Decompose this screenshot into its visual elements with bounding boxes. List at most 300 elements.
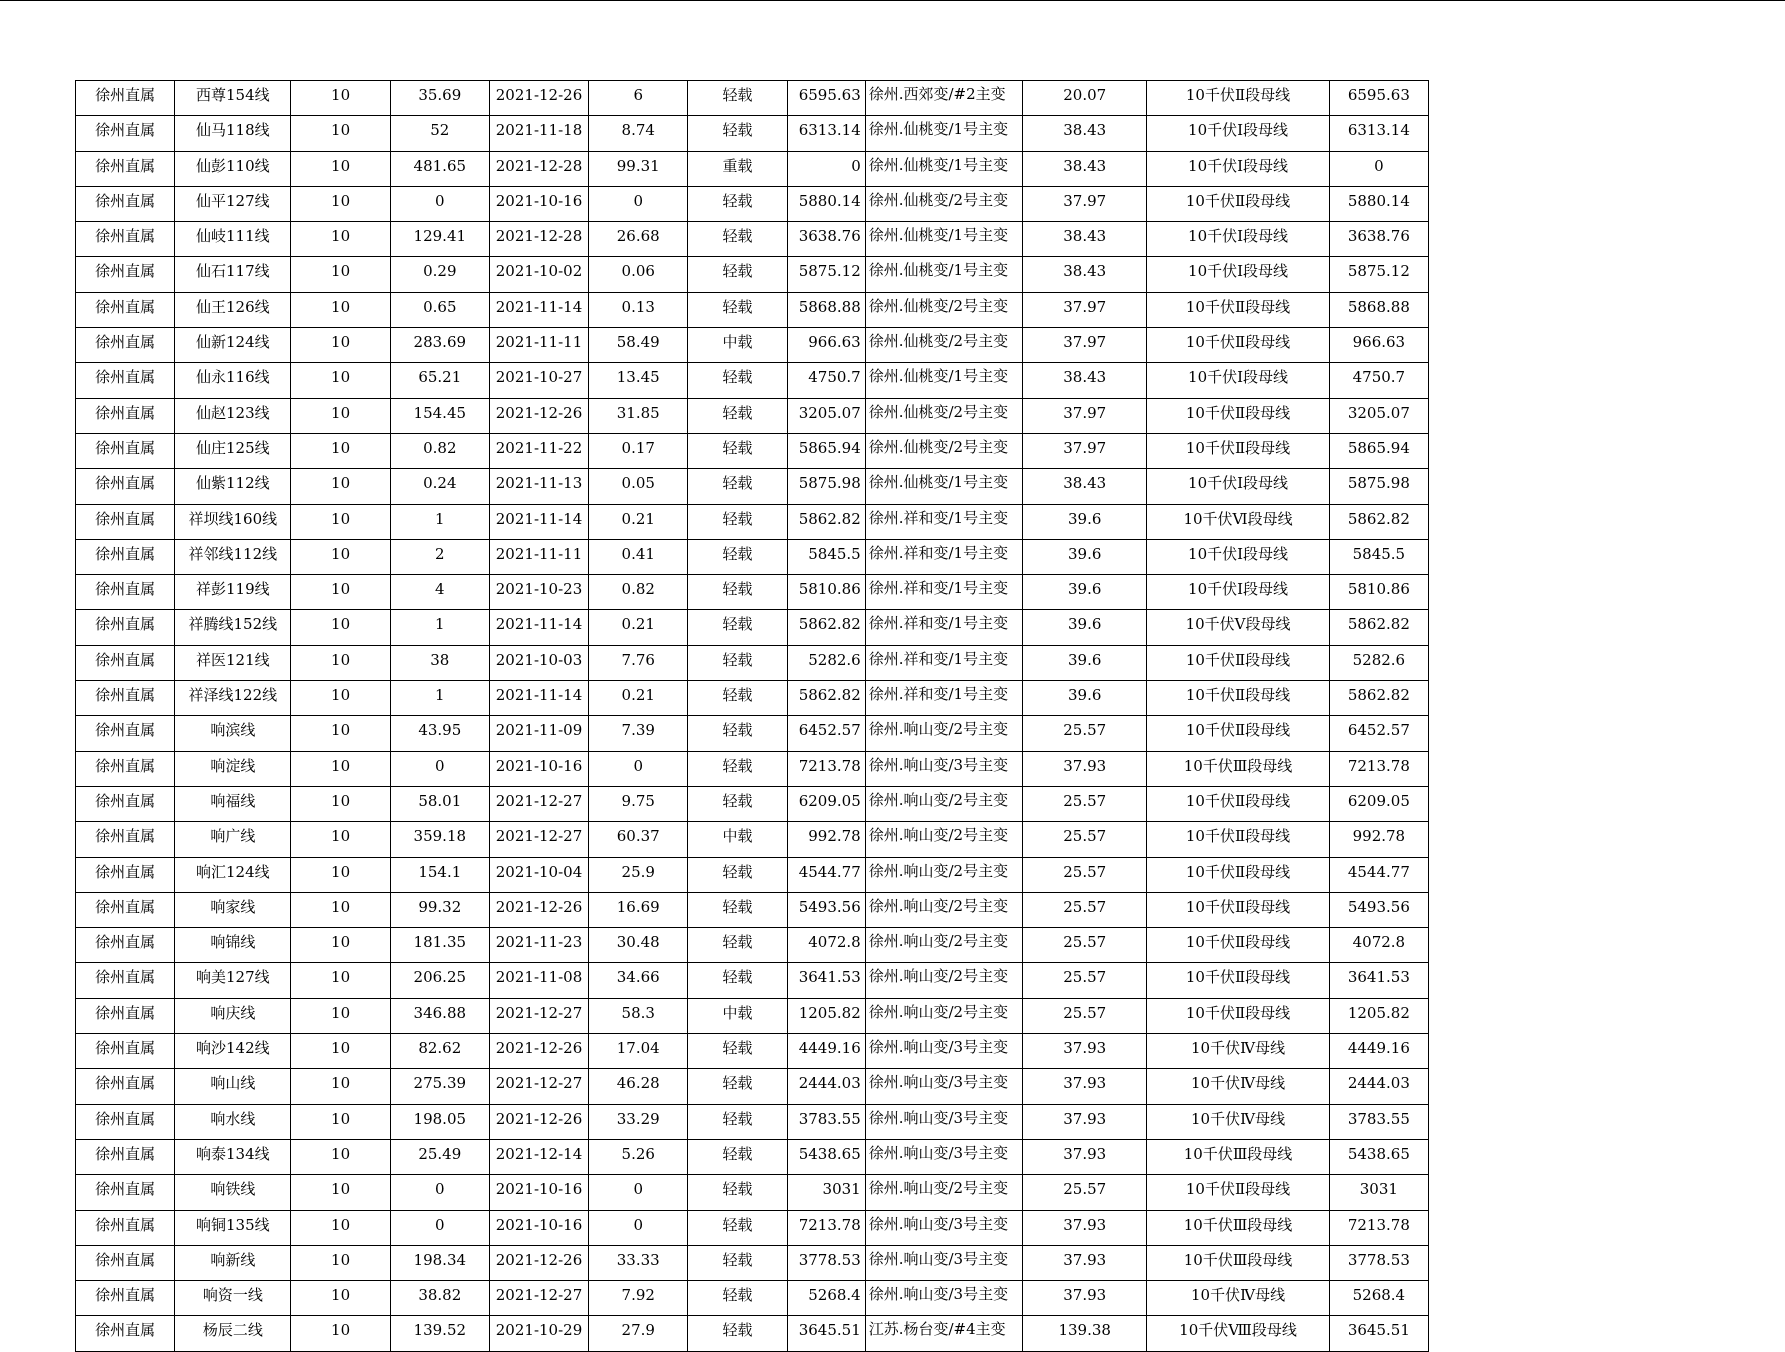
load-status-cell: 轻载 (688, 751, 787, 786)
load-rate-cell: 6 (589, 81, 688, 116)
margin-cell: 6452.57 (787, 716, 865, 751)
capacity-cell: 37.97 (1023, 398, 1147, 433)
voltage-cell: 10 (291, 751, 390, 786)
unit-cell: 徐州直属 (76, 1316, 175, 1351)
unit-cell: 徐州直属 (76, 645, 175, 680)
available-cell: 5845.5 (1329, 539, 1428, 574)
capacity-cell: 37.93 (1023, 1104, 1147, 1139)
substation-cell: 徐州.响山变/2号主变 (865, 928, 1022, 963)
load-status-cell: 轻载 (688, 539, 787, 574)
table-row (76, 151, 1429, 186)
substation-cell: 徐州.响山变/3号主变 (865, 1034, 1022, 1069)
line-name-cell: 响铜135线 (175, 1210, 291, 1245)
available-cell: 5282.6 (1329, 645, 1428, 680)
busbar-cell: 10千伏Ⅰ段母线 (1147, 469, 1329, 504)
load-status-cell: 轻载 (688, 645, 787, 680)
capacity-cell: 37.93 (1023, 1069, 1147, 1104)
load-rate-cell: 0.21 (589, 610, 688, 645)
load-status-cell: 轻载 (688, 433, 787, 468)
table-row (76, 81, 1429, 116)
available-cell: 5875.98 (1329, 469, 1428, 504)
line-name-cell: 祥彭119线 (175, 575, 291, 610)
available-cell: 3783.55 (1329, 1104, 1428, 1139)
table-row (76, 1175, 1429, 1210)
voltage-cell: 10 (291, 786, 390, 821)
current-cell: 206.25 (390, 963, 489, 998)
margin-cell: 992.78 (787, 822, 865, 857)
available-cell: 6595.63 (1329, 81, 1428, 116)
margin-cell: 3031 (787, 1175, 865, 1210)
table-row (76, 786, 1429, 821)
margin-cell: 5862.82 (787, 504, 865, 539)
capacity-cell: 38.43 (1023, 222, 1147, 257)
busbar-cell: 10千伏Ⅳ母线 (1147, 1069, 1329, 1104)
current-cell: 0 (390, 186, 489, 221)
voltage-cell: 10 (291, 1281, 390, 1316)
table-row (76, 433, 1429, 468)
voltage-cell: 10 (291, 928, 390, 963)
load-rate-cell: 9.75 (589, 786, 688, 821)
table-row (76, 328, 1429, 363)
load-status-cell: 轻载 (688, 222, 787, 257)
unit-cell: 徐州直属 (76, 186, 175, 221)
available-cell: 1205.82 (1329, 998, 1428, 1033)
substation-cell: 徐州.响山变/2号主变 (865, 998, 1022, 1033)
unit-cell: 徐州直属 (76, 292, 175, 327)
available-cell: 6209.05 (1329, 786, 1428, 821)
table-row (76, 1316, 1429, 1351)
line-name-cell: 祥泽线122线 (175, 681, 291, 716)
table-row (76, 681, 1429, 716)
line-name-cell: 响新线 (175, 1245, 291, 1280)
substation-cell: 徐州.响山变/3号主变 (865, 751, 1022, 786)
table-body (76, 81, 1429, 1352)
load-rate-cell: 8.74 (589, 116, 688, 151)
date-cell: 2021-12-14 (489, 1139, 588, 1174)
unit-cell: 徐州直属 (76, 1104, 175, 1139)
available-cell: 3641.53 (1329, 963, 1428, 998)
table-row (76, 1210, 1429, 1245)
substation-cell: 徐州.响山变/2号主变 (865, 1175, 1022, 1210)
voltage-cell: 10 (291, 1175, 390, 1210)
table-row (76, 504, 1429, 539)
line-name-cell: 仙庄125线 (175, 433, 291, 468)
capacity-cell: 37.93 (1023, 751, 1147, 786)
load-status-cell: 轻载 (688, 1281, 787, 1316)
unit-cell: 徐州直属 (76, 751, 175, 786)
load-rate-cell: 0.05 (589, 469, 688, 504)
margin-cell: 966.63 (787, 328, 865, 363)
margin-cell: 5268.4 (787, 1281, 865, 1316)
busbar-cell: 10千伏Ⅷ段母线 (1147, 1316, 1329, 1351)
busbar-cell: 10千伏Ⅱ段母线 (1147, 398, 1329, 433)
capacity-cell: 38.43 (1023, 151, 1147, 186)
line-name-cell: 响资一线 (175, 1281, 291, 1316)
load-status-cell: 轻载 (688, 292, 787, 327)
current-cell: 0.29 (390, 257, 489, 292)
voltage-cell: 10 (291, 81, 390, 116)
available-cell: 3205.07 (1329, 398, 1428, 433)
line-name-cell: 杨辰二线 (175, 1316, 291, 1351)
table-row (76, 645, 1429, 680)
date-cell: 2021-12-27 (489, 822, 588, 857)
current-cell: 275.39 (390, 1069, 489, 1104)
busbar-cell: 10千伏Ⅲ段母线 (1147, 1139, 1329, 1174)
table-row (76, 928, 1429, 963)
line-name-cell: 响美127线 (175, 963, 291, 998)
date-cell: 2021-10-29 (489, 1316, 588, 1351)
margin-cell: 5875.98 (787, 469, 865, 504)
margin-cell: 5875.12 (787, 257, 865, 292)
busbar-cell: 10千伏Ⅱ段母线 (1147, 681, 1329, 716)
table-row (76, 892, 1429, 927)
voltage-cell: 10 (291, 292, 390, 327)
date-cell: 2021-12-26 (489, 1104, 588, 1139)
voltage-cell: 10 (291, 681, 390, 716)
capacity-cell: 37.93 (1023, 1034, 1147, 1069)
available-cell: 3638.76 (1329, 222, 1428, 257)
unit-cell: 徐州直属 (76, 575, 175, 610)
available-cell: 4544.77 (1329, 857, 1428, 892)
busbar-cell: 10千伏Ⅰ段母线 (1147, 222, 1329, 257)
busbar-cell: 10千伏Ⅱ段母线 (1147, 292, 1329, 327)
line-name-cell: 响锦线 (175, 928, 291, 963)
line-name-cell: 仙马118线 (175, 116, 291, 151)
load-status-cell: 重载 (688, 151, 787, 186)
available-cell: 992.78 (1329, 822, 1428, 857)
load-rate-cell: 58.3 (589, 998, 688, 1033)
voltage-cell: 10 (291, 222, 390, 257)
busbar-cell: 10千伏Ⅲ段母线 (1147, 751, 1329, 786)
load-rate-cell: 46.28 (589, 1069, 688, 1104)
substation-cell: 徐州.仙桃变/1号主变 (865, 469, 1022, 504)
line-name-cell: 祥腾线152线 (175, 610, 291, 645)
available-cell: 7213.78 (1329, 751, 1428, 786)
table-row (76, 398, 1429, 433)
unit-cell: 徐州直属 (76, 116, 175, 151)
substation-cell: 徐州.祥和变/1号主变 (865, 575, 1022, 610)
capacity-cell: 25.57 (1023, 716, 1147, 751)
margin-cell: 7213.78 (787, 751, 865, 786)
busbar-cell: 10千伏Ⅱ段母线 (1147, 328, 1329, 363)
unit-cell: 徐州直属 (76, 504, 175, 539)
table-row (76, 1139, 1429, 1174)
load-rate-cell: 99.31 (589, 151, 688, 186)
line-name-cell: 响山线 (175, 1069, 291, 1104)
margin-cell: 5880.14 (787, 186, 865, 221)
voltage-cell: 10 (291, 186, 390, 221)
voltage-cell: 10 (291, 998, 390, 1033)
unit-cell: 徐州直属 (76, 857, 175, 892)
current-cell: 198.05 (390, 1104, 489, 1139)
margin-cell: 6209.05 (787, 786, 865, 821)
voltage-cell: 10 (291, 1210, 390, 1245)
current-cell: 52 (390, 116, 489, 151)
capacity-cell: 25.57 (1023, 892, 1147, 927)
unit-cell: 徐州直属 (76, 1210, 175, 1245)
busbar-cell: 10千伏Ⅱ段母线 (1147, 645, 1329, 680)
voltage-cell: 10 (291, 1316, 390, 1351)
voltage-cell: 10 (291, 398, 390, 433)
busbar-cell: 10千伏Ⅳ母线 (1147, 1104, 1329, 1139)
available-cell: 5868.88 (1329, 292, 1428, 327)
load-status-cell: 轻载 (688, 1069, 787, 1104)
date-cell: 2021-11-11 (489, 328, 588, 363)
load-status-cell: 轻载 (688, 892, 787, 927)
load-rate-cell: 31.85 (589, 398, 688, 433)
load-rate-cell: 7.39 (589, 716, 688, 751)
available-cell: 5862.82 (1329, 610, 1428, 645)
date-cell: 2021-10-04 (489, 857, 588, 892)
voltage-cell: 10 (291, 151, 390, 186)
busbar-cell: 10千伏Ⅴ段母线 (1147, 610, 1329, 645)
unit-cell: 徐州直属 (76, 963, 175, 998)
current-cell: 38.82 (390, 1281, 489, 1316)
capacity-cell: 25.57 (1023, 1175, 1147, 1210)
substation-cell: 徐州.响山变/2号主变 (865, 716, 1022, 751)
capacity-cell: 38.43 (1023, 469, 1147, 504)
margin-cell: 4750.7 (787, 363, 865, 398)
substation-cell: 徐州.响山变/3号主变 (865, 1069, 1022, 1104)
line-name-cell: 响水线 (175, 1104, 291, 1139)
unit-cell: 徐州直属 (76, 257, 175, 292)
unit-cell: 徐州直属 (76, 81, 175, 116)
available-cell: 0 (1329, 151, 1428, 186)
substation-cell: 徐州.祥和变/1号主变 (865, 681, 1022, 716)
voltage-cell: 10 (291, 645, 390, 680)
date-cell: 2021-10-03 (489, 645, 588, 680)
date-cell: 2021-12-28 (489, 222, 588, 257)
line-name-cell: 响广线 (175, 822, 291, 857)
current-cell: 1 (390, 504, 489, 539)
unit-cell: 徐州直属 (76, 1245, 175, 1280)
current-cell: 198.34 (390, 1245, 489, 1280)
load-status-cell: 轻载 (688, 504, 787, 539)
busbar-cell: 10千伏Ⅰ段母线 (1147, 257, 1329, 292)
date-cell: 2021-10-16 (489, 186, 588, 221)
load-status-cell: 轻载 (688, 1245, 787, 1280)
voltage-cell: 10 (291, 504, 390, 539)
capacity-cell: 37.93 (1023, 1245, 1147, 1280)
capacity-cell: 25.57 (1023, 857, 1147, 892)
busbar-cell: 10千伏Ⅳ母线 (1147, 1281, 1329, 1316)
margin-cell: 4544.77 (787, 857, 865, 892)
voltage-cell: 10 (291, 1245, 390, 1280)
substation-cell: 徐州.祥和变/1号主变 (865, 539, 1022, 574)
load-status-cell: 轻载 (688, 1104, 787, 1139)
date-cell: 2021-10-02 (489, 257, 588, 292)
available-cell: 4072.8 (1329, 928, 1428, 963)
line-name-cell: 仙石117线 (175, 257, 291, 292)
table-row (76, 963, 1429, 998)
current-cell: 43.95 (390, 716, 489, 751)
current-cell: 154.1 (390, 857, 489, 892)
date-cell: 2021-11-14 (489, 292, 588, 327)
busbar-cell: 10千伏Ⅲ段母线 (1147, 1210, 1329, 1245)
date-cell: 2021-11-14 (489, 504, 588, 539)
current-cell: 129.41 (390, 222, 489, 257)
unit-cell: 徐州直属 (76, 928, 175, 963)
load-rate-cell: 0 (589, 1175, 688, 1210)
margin-cell: 4072.8 (787, 928, 865, 963)
voltage-cell: 10 (291, 575, 390, 610)
table-row (76, 822, 1429, 857)
margin-cell: 3641.53 (787, 963, 865, 998)
line-name-cell: 仙彭110线 (175, 151, 291, 186)
unit-cell: 徐州直属 (76, 822, 175, 857)
margin-cell: 5845.5 (787, 539, 865, 574)
load-rate-cell: 13.45 (589, 363, 688, 398)
unit-cell: 徐州直属 (76, 328, 175, 363)
busbar-cell: 10千伏Ⅱ段母线 (1147, 716, 1329, 751)
busbar-cell: 10千伏Ⅱ段母线 (1147, 81, 1329, 116)
voltage-cell: 10 (291, 1069, 390, 1104)
current-cell: 25.49 (390, 1139, 489, 1174)
unit-cell: 徐州直属 (76, 222, 175, 257)
date-cell: 2021-12-27 (489, 998, 588, 1033)
busbar-cell: 10千伏Ⅱ段母线 (1147, 786, 1329, 821)
date-cell: 2021-10-16 (489, 1210, 588, 1245)
margin-cell: 5810.86 (787, 575, 865, 610)
load-rate-cell: 0.06 (589, 257, 688, 292)
load-status-cell: 轻载 (688, 398, 787, 433)
substation-cell: 徐州.仙桃变/1号主变 (865, 151, 1022, 186)
capacity-cell: 39.6 (1023, 681, 1147, 716)
current-cell: 1 (390, 610, 489, 645)
load-status-cell: 轻载 (688, 1210, 787, 1245)
capacity-cell: 25.57 (1023, 998, 1147, 1033)
substation-cell: 徐州.仙桃变/1号主变 (865, 257, 1022, 292)
available-cell: 2444.03 (1329, 1069, 1428, 1104)
feeder-load-table (75, 80, 1429, 1352)
capacity-cell: 37.93 (1023, 1210, 1147, 1245)
capacity-cell: 37.97 (1023, 433, 1147, 468)
busbar-cell: 10千伏Ⅱ段母线 (1147, 892, 1329, 927)
load-rate-cell: 0 (589, 186, 688, 221)
line-name-cell: 仙新124线 (175, 328, 291, 363)
voltage-cell: 10 (291, 328, 390, 363)
capacity-cell: 38.43 (1023, 363, 1147, 398)
table-row (76, 575, 1429, 610)
current-cell: 283.69 (390, 328, 489, 363)
load-status-cell: 轻载 (688, 575, 787, 610)
load-rate-cell: 25.9 (589, 857, 688, 892)
date-cell: 2021-11-23 (489, 928, 588, 963)
date-cell: 2021-12-27 (489, 1281, 588, 1316)
load-rate-cell: 0.13 (589, 292, 688, 327)
substation-cell: 徐州.响山变/2号主变 (865, 786, 1022, 821)
table-row (76, 1245, 1429, 1280)
available-cell: 4750.7 (1329, 363, 1428, 398)
substation-cell: 徐州.响山变/2号主变 (865, 822, 1022, 857)
available-cell: 6452.57 (1329, 716, 1428, 751)
busbar-cell: 10千伏Ⅱ段母线 (1147, 822, 1329, 857)
line-name-cell: 响福线 (175, 786, 291, 821)
capacity-cell: 139.38 (1023, 1316, 1147, 1351)
date-cell: 2021-10-23 (489, 575, 588, 610)
line-name-cell: 仙赵123线 (175, 398, 291, 433)
busbar-cell: 10千伏Ⅳ母线 (1147, 1034, 1329, 1069)
unit-cell: 徐州直属 (76, 610, 175, 645)
unit-cell: 徐州直属 (76, 151, 175, 186)
capacity-cell: 38.43 (1023, 116, 1147, 151)
voltage-cell: 10 (291, 257, 390, 292)
table-row (76, 1034, 1429, 1069)
busbar-cell: 10千伏Ⅱ段母线 (1147, 1175, 1329, 1210)
available-cell: 6313.14 (1329, 116, 1428, 151)
substation-cell: 徐州.仙桃变/2号主变 (865, 292, 1022, 327)
busbar-cell: 10千伏Ⅲ段母线 (1147, 1245, 1329, 1280)
capacity-cell: 39.6 (1023, 610, 1147, 645)
load-rate-cell: 16.69 (589, 892, 688, 927)
margin-cell: 2444.03 (787, 1069, 865, 1104)
unit-cell: 徐州直属 (76, 998, 175, 1033)
load-status-cell: 中载 (688, 328, 787, 363)
capacity-cell: 39.6 (1023, 575, 1147, 610)
line-name-cell: 响铁线 (175, 1175, 291, 1210)
available-cell: 7213.78 (1329, 1210, 1428, 1245)
table-row (76, 292, 1429, 327)
current-cell: 99.32 (390, 892, 489, 927)
line-name-cell: 仙紫112线 (175, 469, 291, 504)
line-name-cell: 响滨线 (175, 716, 291, 751)
margin-cell: 3778.53 (787, 1245, 865, 1280)
voltage-cell: 10 (291, 1034, 390, 1069)
substation-cell: 徐州.响山变/3号主变 (865, 1245, 1022, 1280)
available-cell: 5493.56 (1329, 892, 1428, 927)
date-cell: 2021-11-14 (489, 610, 588, 645)
capacity-cell: 39.6 (1023, 645, 1147, 680)
capacity-cell: 39.6 (1023, 504, 1147, 539)
line-name-cell: 仙永116线 (175, 363, 291, 398)
load-status-cell: 中载 (688, 998, 787, 1033)
date-cell: 2021-10-16 (489, 1175, 588, 1210)
load-rate-cell: 5.26 (589, 1139, 688, 1174)
margin-cell: 3638.76 (787, 222, 865, 257)
unit-cell: 徐州直属 (76, 433, 175, 468)
margin-cell: 5868.88 (787, 292, 865, 327)
substation-cell: 徐州.祥和变/1号主变 (865, 610, 1022, 645)
load-rate-cell: 60.37 (589, 822, 688, 857)
line-name-cell: 祥坝线160线 (175, 504, 291, 539)
voltage-cell: 10 (291, 716, 390, 751)
current-cell: 0.24 (390, 469, 489, 504)
date-cell: 2021-11-13 (489, 469, 588, 504)
capacity-cell: 37.97 (1023, 186, 1147, 221)
table-row (76, 222, 1429, 257)
substation-cell: 徐州.仙桃变/1号主变 (865, 363, 1022, 398)
substation-cell: 徐州.仙桃变/2号主变 (865, 433, 1022, 468)
current-cell: 481.65 (390, 151, 489, 186)
busbar-cell: 10千伏Ⅰ段母线 (1147, 151, 1329, 186)
load-status-cell: 轻载 (688, 1316, 787, 1351)
line-name-cell: 仙岐111线 (175, 222, 291, 257)
current-cell: 65.21 (390, 363, 489, 398)
capacity-cell: 38.43 (1023, 257, 1147, 292)
busbar-cell: 10千伏Ⅰ段母线 (1147, 116, 1329, 151)
table-row (76, 610, 1429, 645)
substation-cell: 徐州.西郊变/#2主变 (865, 81, 1022, 116)
voltage-cell: 10 (291, 610, 390, 645)
unit-cell: 徐州直属 (76, 1281, 175, 1316)
table-row (76, 363, 1429, 398)
unit-cell: 徐州直属 (76, 363, 175, 398)
current-cell: 82.62 (390, 1034, 489, 1069)
load-status-cell: 轻载 (688, 1175, 787, 1210)
load-status-cell: 轻载 (688, 786, 787, 821)
voltage-cell: 10 (291, 1104, 390, 1139)
available-cell: 3031 (1329, 1175, 1428, 1210)
